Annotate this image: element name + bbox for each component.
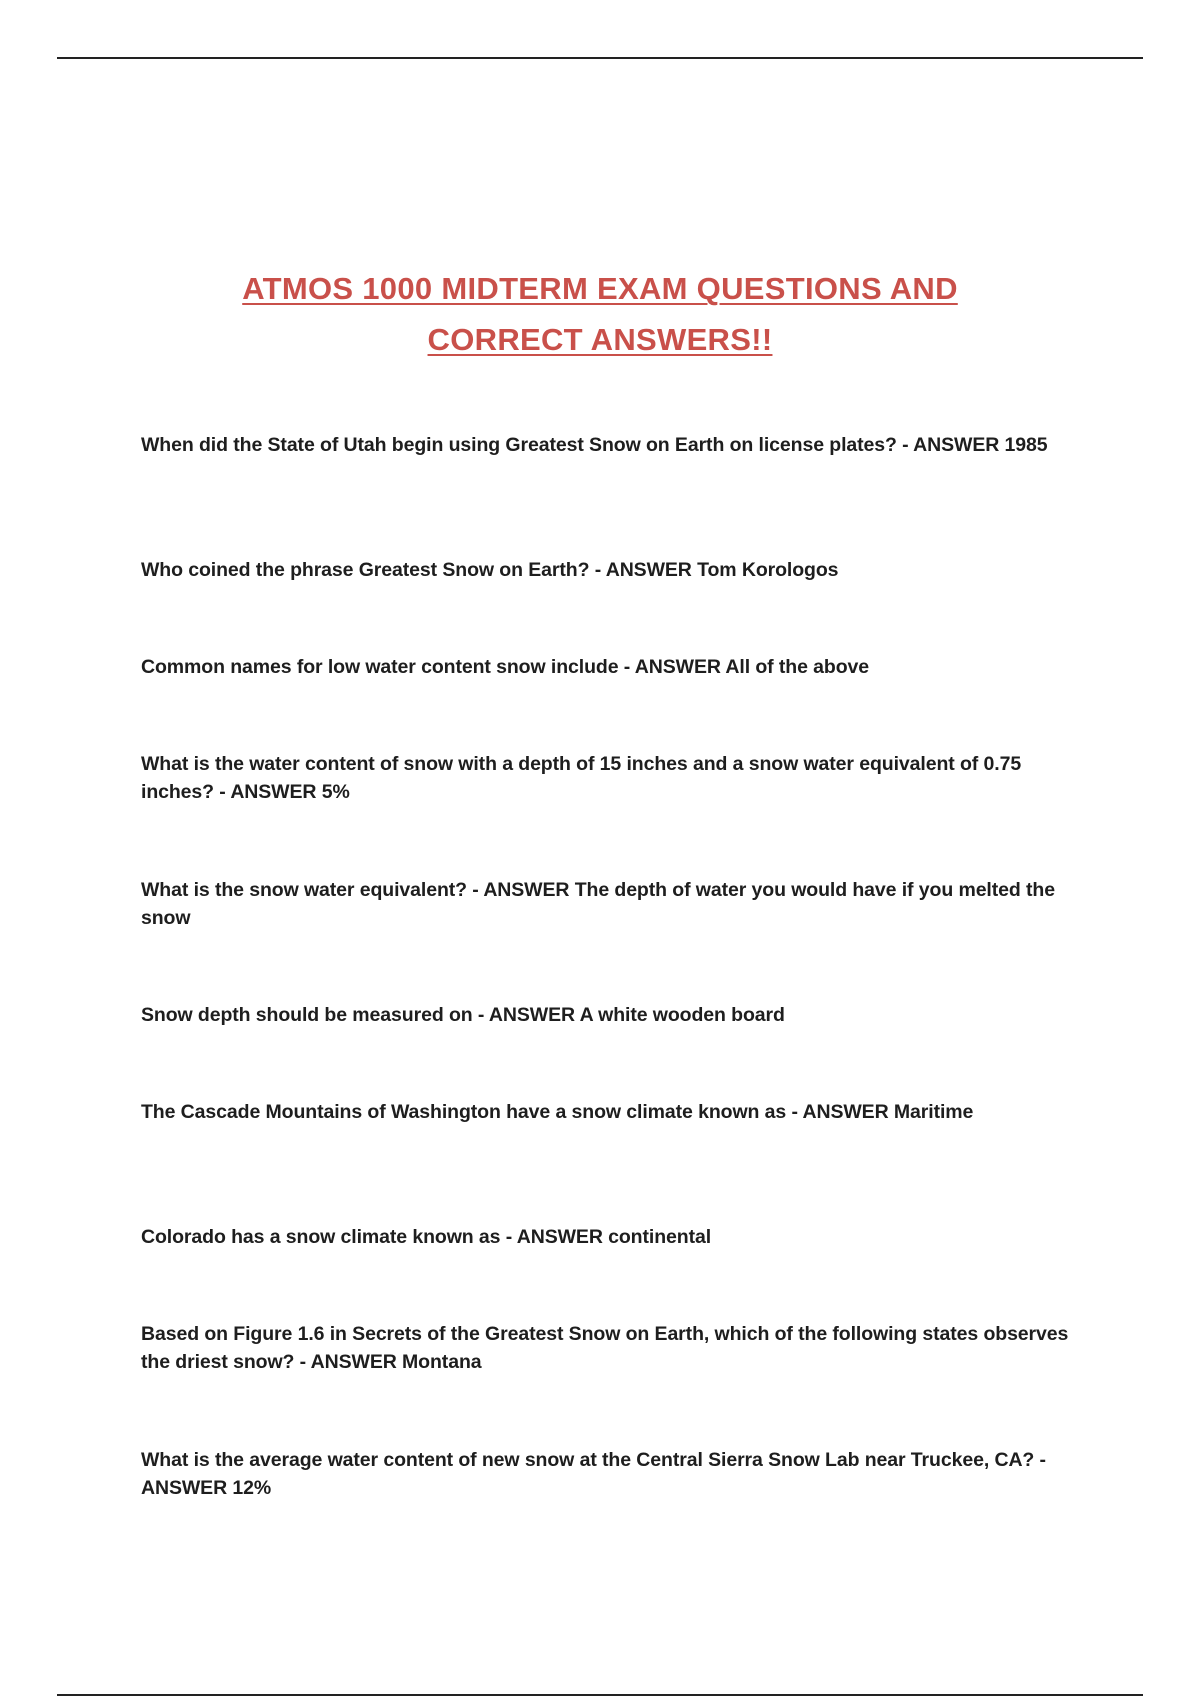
answer-text: ANSWER A white wooden board xyxy=(488,1004,785,1026)
top-rule xyxy=(57,57,1143,59)
answer-text: ANSWER continental xyxy=(516,1226,712,1248)
title-line-2: CORRECT ANSWERS!! xyxy=(427,322,773,357)
answer-text: ANSWER Montana xyxy=(310,1351,482,1373)
question-text: Colorado has a snow climate known as - xyxy=(141,1226,513,1248)
question-text: What is the average water content of new snow at the Central Sierra Snow Lab near Truckee, CA? - xyxy=(141,1449,1046,1471)
answer-text: ANSWER All of the above xyxy=(634,656,870,678)
qa-item-7 xyxy=(141,1098,1081,1126)
question-text: Who coined the phrase Greatest Snow on Earth? - xyxy=(141,559,602,581)
qa-item-3 xyxy=(141,653,1081,681)
qa-item-1 xyxy=(141,431,1081,459)
qa-item-4 xyxy=(141,750,1081,806)
answer-text: ANSWER Maritime xyxy=(802,1101,974,1123)
qa-item-5 xyxy=(141,876,1081,932)
qa-item-9 xyxy=(141,1320,1081,1376)
document-title xyxy=(0,263,1200,365)
answer-text: ANSWER The depth of water you would have if you melted the snow xyxy=(141,879,1055,929)
question-text: Snow depth should be measured on - xyxy=(141,1004,485,1026)
question-text: When did the State of Utah begin using Greatest Snow on Earth on license plates? - xyxy=(141,434,909,456)
answer-text: ANSWER Tom Korologos xyxy=(605,559,839,581)
qa-item-2 xyxy=(141,556,1081,584)
question-text: Based on Figure 1.6 in Secrets of the Greatest Snow on Earth, which of the following states observes the driest snow? - xyxy=(141,1323,1069,1373)
question-text: Common names for low water content snow include - xyxy=(141,656,631,678)
question-text: The Cascade Mountains of Washington have a snow climate known as - xyxy=(141,1101,798,1123)
answer-text: ANSWER 5% xyxy=(230,781,350,803)
bottom-rule xyxy=(57,1694,1143,1696)
question-text: What is the snow water equivalent? - xyxy=(141,879,479,901)
title-line-1: ATMOS 1000 MIDTERM EXAM QUESTIONS AND xyxy=(242,271,958,306)
answer-text: ANSWER 12% xyxy=(141,1477,272,1499)
qa-item-10 xyxy=(141,1446,1081,1502)
qa-item-8 xyxy=(141,1223,1081,1251)
question-text: What is the water content of snow with a depth of 15 inches and a snow water equivalent of 0.75 inches? - xyxy=(141,753,1022,803)
answer-text: ANSWER 1985 xyxy=(913,434,1048,456)
qa-item-6 xyxy=(141,1001,1081,1029)
